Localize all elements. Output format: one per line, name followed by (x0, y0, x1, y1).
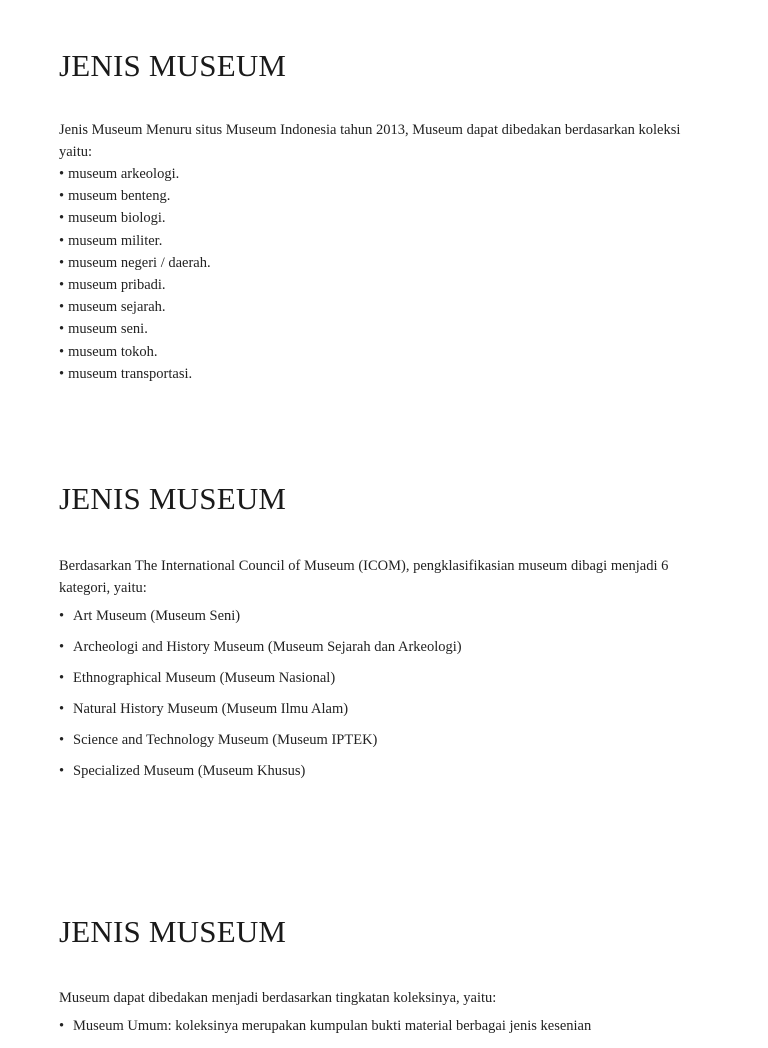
section-collection-types (59, 50, 708, 385)
list-item: • Ethnographical Museum (Museum Nasional) (59, 669, 708, 700)
section-intro: Jenis Museum Menuru situs Museum Indonesia tahun 2013, Museum dapat dibedakan berdasarkan koleksi yaitu: (59, 122, 681, 160)
list-item: • museum pribadi. (59, 274, 708, 296)
list-item: • Archeologi and History Museum (Museum Sejarah dan Arkeologi) (59, 638, 708, 669)
list-item: • museum benteng. (59, 185, 708, 207)
list-item: • museum militer. (59, 230, 708, 252)
list-item: • museum seni. (59, 318, 708, 340)
list-item: • Natural History Museum (Museum Ilmu Alam) (59, 700, 708, 731)
section-heading: JENIS MUSEUM (59, 914, 287, 949)
collection-level-list (59, 1017, 708, 1048)
list-item: • Museum Umum: koleksinya merupakan kumpulan bukti material berbagai jenis kesenian (59, 1017, 708, 1048)
list-item: • Science and Technology Museum (Museum IPTEK) (59, 731, 708, 762)
list-item: • museum arkeologi. (59, 163, 708, 185)
section-intro: Museum dapat dibedakan menjadi berdasarkan tingkatan koleksinya, yaitu: (59, 990, 497, 1006)
list-item: • museum negeri / daerah. (59, 252, 708, 274)
section-intro: Berdasarkan The International Council of Museum (ICOM), pengklasifikasian museum dibagi menjadi 6 kategori, yaitu: (59, 558, 669, 596)
list-item: • museum tokoh. (59, 341, 708, 363)
section-collection-levels (59, 916, 708, 1048)
list-item: • museum transportasi. (59, 363, 708, 385)
list-item: • museum sejarah. (59, 296, 708, 318)
section-heading: JENIS MUSEUM (59, 48, 287, 83)
list-item: • museum biologi. (59, 207, 708, 229)
list-item: • Specialized Museum (Museum Khusus) (59, 762, 708, 793)
museum-type-list (59, 163, 708, 385)
icom-category-list (59, 607, 708, 793)
list-item: • Art Museum (Museum Seni) (59, 607, 708, 638)
section-heading: JENIS MUSEUM (59, 481, 287, 516)
section-icom-categories (59, 483, 708, 793)
